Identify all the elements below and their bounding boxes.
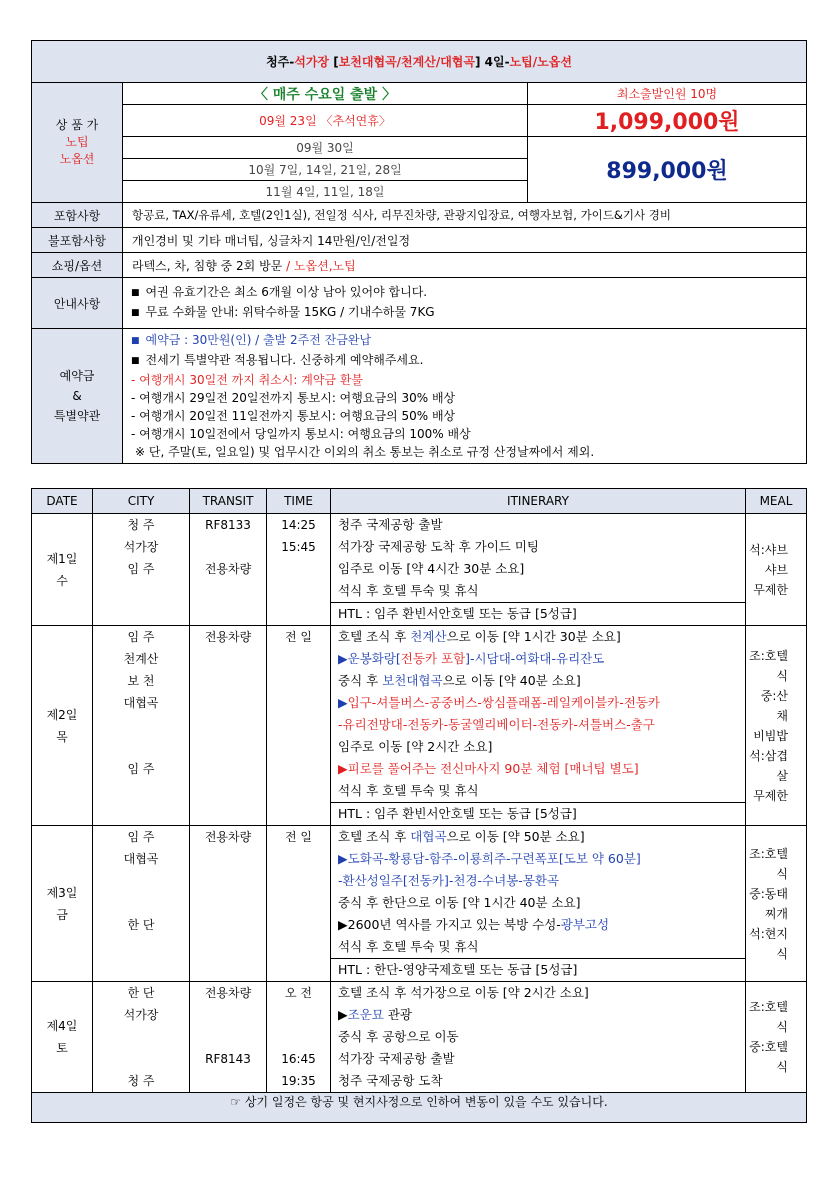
day-1-hotel: HTL : 임주 환빈서안호텔 또는 동급 [5성급] xyxy=(331,602,745,625)
header-date: DATE xyxy=(32,489,93,514)
title-bracket-open: [ xyxy=(329,55,339,69)
day-2-meal: 조:호텔식 중:산 채 비빔밥 석:삼겹살 무제한 xyxy=(746,626,807,826)
day-row-1 xyxy=(32,514,807,626)
min-people: 최소출발인원 10명 xyxy=(528,83,807,105)
day-2-transit: 전용차량 xyxy=(190,626,267,826)
shopping-label: 쇼핑/옵션 xyxy=(32,253,123,278)
refund-rule: - 여행개시 29일전 20일전까지 통보시: 여행요금의 30% 배상 xyxy=(131,391,456,405)
refund-rule: - 여행개시 30일전 까지 취소시: 계약금 환불 xyxy=(131,373,364,387)
charter-info: ■ 전세기 특별약관 적용됩니다. 신중하게 예약해주세요. xyxy=(131,351,798,371)
day-2-hotel: HTL : 임주 환빈서안호텔 또는 동급 [5성급] xyxy=(331,802,745,825)
title-sights: 보천대협곡/천계산/대협곡 xyxy=(338,55,475,69)
shopping-text: 라텍스, 차, 침향 중 2회 방문 / 노옵션,노팁 xyxy=(123,253,807,278)
day-3-time: 전 일 xyxy=(267,826,331,982)
product-info-table xyxy=(31,40,807,464)
day-2-time: 전 일 xyxy=(267,626,331,826)
day-4-date: 제4일 토 xyxy=(32,982,93,1093)
day-row-2 xyxy=(32,626,807,826)
guide-text xyxy=(123,278,807,329)
footer-notice: ☞ 상기 일정은 항공 및 현지사정으로 인하여 변동이 있을 수도 있습니다. xyxy=(32,1093,807,1123)
header-meal: MEAL xyxy=(746,489,807,514)
day-4-itinerary: 호텔 조식 후 석가장으로 이동 [약 2시간 소요] ▶조운묘 관광 중식 후 공항으로 이동 석가장 국제공항 출발 청주 국제공항 도착 xyxy=(331,982,746,1093)
booking-terms xyxy=(123,329,807,464)
day-1-meal: 석:샤브샤브 무제한 xyxy=(746,514,807,626)
departure-header: 〈 매주 수요일 출발 〉 xyxy=(123,83,528,105)
day-1-transit: RF8133 전용차량 xyxy=(190,514,267,626)
refund-rule: - 여행개시 10일전에서 당일까지 통보시: 여행요금의 100% 배상 xyxy=(131,427,471,441)
product-price-label: 상 품 가 노팁 노옵션 xyxy=(32,83,123,203)
day-4-time: 오 전 16:45 19:35 xyxy=(267,982,331,1093)
title-destination: 석가장 xyxy=(294,55,330,69)
included-text: 항공료, TAX/유류세, 호텔(2인1실), 전일정 식사, 리무진차량, 관광지입장료, 여행자보험, 가이드&기사 경비 xyxy=(123,203,807,228)
day-row-3 xyxy=(32,826,807,982)
page-title xyxy=(32,41,807,83)
header-city: CITY xyxy=(93,489,190,514)
title-no-tip: 노팁/노옵션 xyxy=(509,55,572,69)
day-1-time: 14:25 15:45 xyxy=(267,514,331,626)
title-duration: ] 4일- xyxy=(474,55,510,69)
day-3-date: 제3일 금 xyxy=(32,826,93,982)
date-item: 11월 4일, 11일, 18일 xyxy=(123,181,528,203)
header-transit: TRANSIT xyxy=(190,489,267,514)
day-1-itinerary: 청주 국제공항 출발 석가장 국제공항 도착 후 가이드 미팅 임주로 이동 [약 4시간 30분 소요] 석식 후 호텔 투숙 및 휴식 HTL : 임주 환빈서안호텔 또는 동급 [5성급] xyxy=(331,514,746,626)
deposit-info: ■ 예약금 : 30만원(인) / 출발 2주전 잔금완납 xyxy=(131,331,798,351)
date-item: 09월 30일 xyxy=(123,137,528,159)
header-itinerary: ITINERARY xyxy=(331,489,746,514)
price-holiday: 1,099,000원 xyxy=(528,105,807,137)
title-origin: 청주- xyxy=(266,55,295,69)
day-3-transit: 전용차량 xyxy=(190,826,267,982)
day-4-transit: 전용차량 RF8143 xyxy=(190,982,267,1093)
price-regular: 899,000원 xyxy=(528,137,807,203)
day-1-city: 청 주 석가장 임 주 xyxy=(93,514,190,626)
day-4-city: 한 단 석가장 청 주 xyxy=(93,982,190,1093)
refund-rule: - 여행개시 20일전 11일전까지 통보시: 여행요금의 50% 배상 xyxy=(131,409,456,423)
excluded-text: 개인경비 및 기타 매너팁, 싱글차지 14만원/인/전일정 xyxy=(123,228,807,253)
day-2-itinerary: 호텔 조식 후 천계산으로 이동 [약 1시간 30분 소요] ▶운봉화랑[전동카 포함]-시담대-여화대-유리잔도 중식 후 보천대협곡으로 이동 [약 40분 소요] ▶입구-셔틀버스-공중버스-쌍심플래폼-레일케이블카-전동카 -유리전망대-전동카-동굴엘리베이터-전동카-셔틀버스-출구 임주로 이동 [약 2시간 소요] ▶피로를 풀어주는 전신마사지 90분 체험 [매너팁 별도] 석식 후 호텔 투숙 및 휴식 HTL : 임주 환빈서안호텔 또는 동급 [5성급] xyxy=(331,626,746,826)
guide-item: ■ 여권 유효기간은 최소 6개월 이상 남아 있어야 합니다. xyxy=(131,283,798,303)
booking-label: 예약금 & 특별약관 xyxy=(32,329,123,464)
included-label: 포함사항 xyxy=(32,203,123,228)
itinerary-table xyxy=(31,488,807,1123)
guide-item: ■ 무료 수화물 안내: 위탁수하물 15KG / 기내수하물 7KG xyxy=(131,303,798,323)
day-3-meal: 조:호텔식 중:동태찌개 석:현지식 xyxy=(746,826,807,982)
day-3-itinerary: 호텔 조식 후 대협곡으로 이동 [약 50분 소요] ▶도화곡-황룡담-함주-이룡희주-구련폭포[도보 약 60분] -환산성일주[전동카]-천경-수녀봉-몽환곡 중식 후 한단으로 이동 [약 1시간 40분 소요] ▶2600년 역사를 가지고 있는 북방 수성-광부고성 석식 후 호텔 투숙 및 휴식 HTL : 한단-영양국제호텔 또는 동급 [5성급] xyxy=(331,826,746,982)
header-time: TIME xyxy=(267,489,331,514)
day-4-meal: 조:호텔식 중:호텔식 xyxy=(746,982,807,1093)
day-3-city: 임 주 대협곡 한 단 xyxy=(93,826,190,982)
date-item: 10월 7일, 14일, 21일, 28일 xyxy=(123,159,528,181)
day-row-4 xyxy=(32,982,807,1093)
guide-label: 안내사항 xyxy=(32,278,123,329)
cancel-note: ※ 단, 주말(토, 일요일) 및 업무시간 이외의 취소 통보는 취소로 규정 산정날짜에서 제외. xyxy=(135,445,595,459)
excluded-label: 불포함사항 xyxy=(32,228,123,253)
day-2-city: 임 주 천계산 보 천 대협곡 임 주 xyxy=(93,626,190,826)
date-holiday: 09월 23일 〈추석연휴〉 xyxy=(123,105,528,137)
day-1-date: 제1일 수 xyxy=(32,514,93,626)
day-2-date: 제2일 목 xyxy=(32,626,93,826)
day-3-hotel: HTL : 한단-영양국제호텔 또는 동급 [5성급] xyxy=(331,958,745,981)
